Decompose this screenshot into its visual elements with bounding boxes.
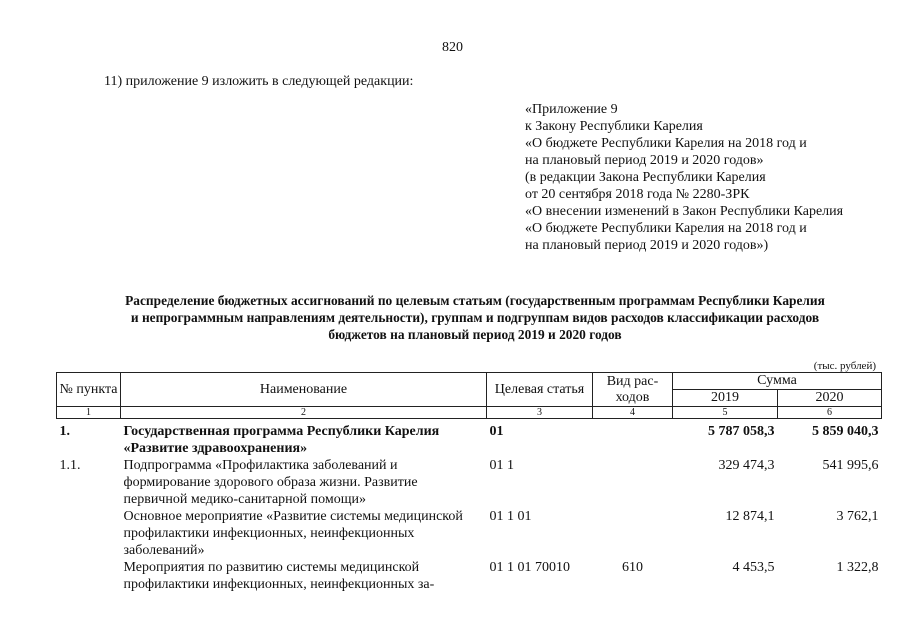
row-num: 1.: [59, 424, 70, 439]
col-number: 4: [593, 407, 673, 419]
table-row: [57, 457, 882, 508]
header-2019: 2019: [673, 390, 778, 407]
row-type: 610: [622, 560, 643, 575]
table-row: [57, 508, 882, 559]
appendix-line: на плановый период 2019 и 2020 годов»: [525, 153, 764, 168]
appendix-line: «О бюджете Республики Карелия на 2018 год и: [525, 221, 807, 236]
col-number: 3: [487, 407, 593, 419]
document-title: [60, 292, 890, 343]
appendix-reference: [525, 101, 843, 254]
col-number: 5: [673, 407, 778, 419]
row-2019: 329 474,3: [718, 458, 775, 473]
appendix-line: на плановый период 2019 и 2020 годов»): [525, 238, 769, 253]
intro-text: 11) приложение 9 изложить в следующей редакции:: [104, 74, 414, 89]
appendix-line: «О внесении изменений в Закон Республики Карелия: [525, 204, 844, 219]
row-2020: 541 995,6: [822, 458, 879, 473]
appendix-line: «Приложение 9: [525, 102, 618, 117]
appendix-line: (в редакции Закона Республики Карелия: [525, 170, 766, 185]
row-target: 01: [489, 424, 504, 439]
appendix-line: от 20 сентября 2018 года № 2280-ЗРК: [525, 187, 750, 202]
appendix-line: «О бюджете Республики Карелия на 2018 год и: [525, 136, 807, 151]
row-num: 1.1.: [59, 458, 81, 473]
table-row: [57, 419, 882, 458]
units-label: (тыс. рублей): [813, 360, 876, 372]
row-2020: 1 322,8: [836, 560, 879, 575]
row-target: 01 1 01 70010: [489, 560, 570, 575]
row-type: [593, 419, 673, 458]
row-name: Мероприятия по развитию системы медицинской профилактики инфекционных, неинфекционных за-: [123, 560, 435, 592]
row-2019: 12 874,1: [725, 509, 775, 524]
table-row: [57, 559, 882, 593]
row-type: [593, 457, 673, 508]
title-line: Распределение бюджетных ассигнований по целевым статьям (государственным программам Республики Карелия: [125, 293, 825, 308]
row-2019: 5 787 058,3: [708, 424, 775, 439]
row-2020: 3 762,1: [836, 509, 879, 524]
row-name: Основное мероприятие «Развитие системы медицинской профилактики инфекционных, неинфекционных заболеваний»: [123, 509, 463, 558]
appendix-line: к Закону Республики Карелия: [525, 119, 703, 134]
row-num: [57, 508, 121, 559]
header-target: Целевая статья: [487, 373, 593, 407]
header-type: Вид рас- ходов: [593, 373, 673, 407]
row-name: Подпрограмма «Профилактика заболеваний и формирование здорового образа жизни. Развитие первичной медико-санитарной помощи»: [123, 458, 418, 507]
col-number: 2: [121, 407, 487, 419]
header-sum: Сумма: [673, 373, 882, 390]
col-number: 6: [778, 407, 882, 419]
header-num: № пункта: [57, 373, 121, 407]
title-line: бюджетов на плановый период 2019 и 2020 годов: [328, 327, 622, 342]
row-target: 01 1 01: [489, 509, 532, 524]
row-type: [593, 508, 673, 559]
row-target: 01 1: [489, 458, 514, 473]
title-line: и непрограммным направлениям деятельности), группам и подгруппам видов расходов классификации расходов: [130, 310, 820, 325]
budget-table: [56, 372, 882, 593]
row-name: Государственная программа Республики Карелия «Развитие здравоохранения»: [123, 424, 440, 456]
page-number: 820: [442, 40, 463, 55]
row-num: [57, 559, 121, 593]
row-2020: 5 859 040,3: [812, 424, 879, 439]
header-name: Наименование: [121, 373, 487, 407]
header-2020: 2020: [778, 390, 882, 407]
col-number: 1: [57, 407, 121, 419]
row-2019: 4 453,5: [732, 560, 775, 575]
